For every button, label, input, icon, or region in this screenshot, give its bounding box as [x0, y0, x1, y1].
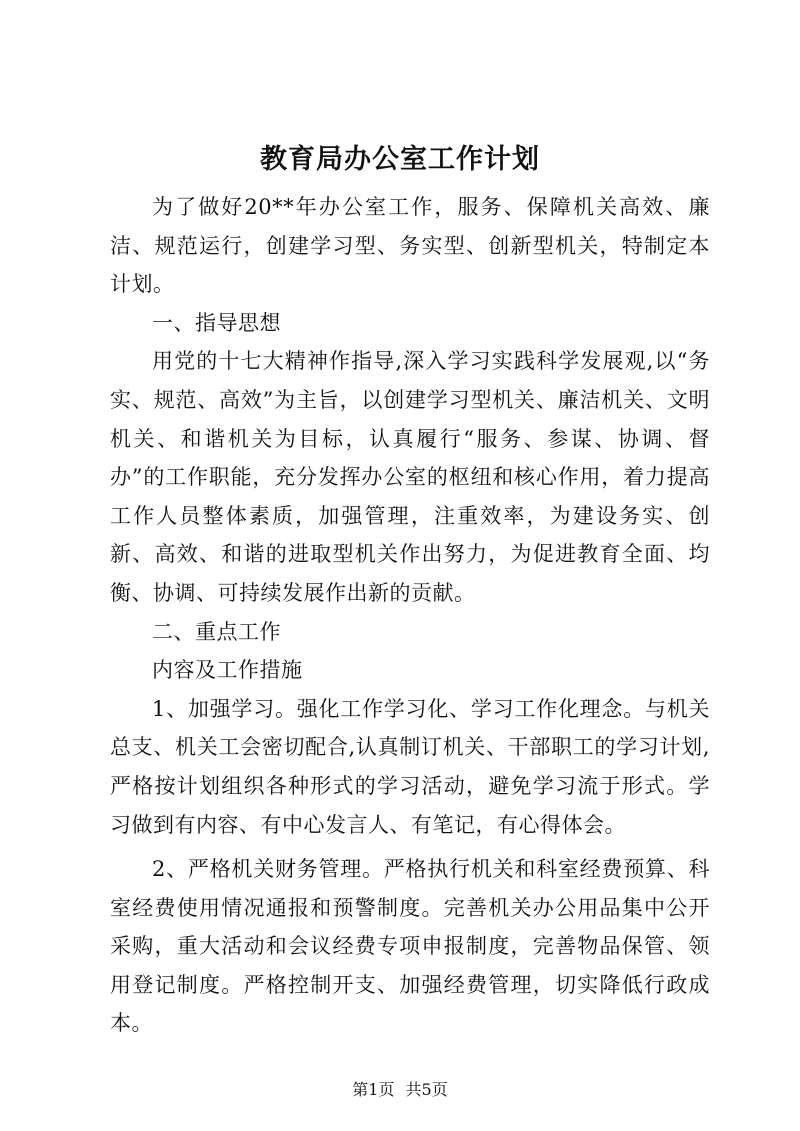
- section-heading-key-work: 二、重点工作: [152, 619, 281, 644]
- guiding-thought-paragraph: 用党的十七大精神作指导,深入学习实践科学发展观,以“务实、规范、高效”为主旨，以创建学习型机关、廉洁机关、文明机关、和谐机关为目标，认真履行“服务、参谋、协调、督办”的工作职能，充分发挥办公室的枢纽和核心作用，着力提高工作人员整体素质，加强管理，注重效率，为建设务实、创新、高效、和谐的进取型机关作出努力，为促进教育全面、均衡、协调、可持续发展作出新的贡献。: [110, 349, 710, 605]
- document-title: 教育局办公室工作计划: [260, 144, 540, 175]
- intro-paragraph: 为了做好20**年办公室工作，服务、保障机关高效、廉洁、规范运行，创建学习型、务实型、创新型机关，特制定本计划。: [110, 195, 710, 297]
- item-strengthen-learning: 1、加强学习。强化工作学习化、学习工作化理念。与机关总支、机关工会密切配合,认真制订机关、干部职工的学习计划,严格按计划组织各种形式的学习活动，避免学习流于形式。学习做到有内容、有中心发言人、有笔记，有心得体会。: [110, 696, 710, 837]
- document-body: [110, 188, 710, 1043]
- item-finance-management: 2、严格机关财务管理。严格执行机关和科室经费预算、科室经费使用情况通报和预警制度。完善机关办公用品集中公开采购，重大活动和会议经费专项申报制度，完善物品保管、领用登记制度。严格控制开支、加强经费管理，切实降低行政成本。: [110, 857, 710, 1036]
- section-heading-guiding-thought: 一、指导思想: [152, 310, 281, 335]
- subheading-content-measures: 内容及工作措施: [152, 658, 303, 683]
- page-footer: [0, 1080, 800, 1100]
- page-number: 第1页: [352, 1080, 395, 1099]
- total-pages: 共5页: [405, 1080, 448, 1099]
